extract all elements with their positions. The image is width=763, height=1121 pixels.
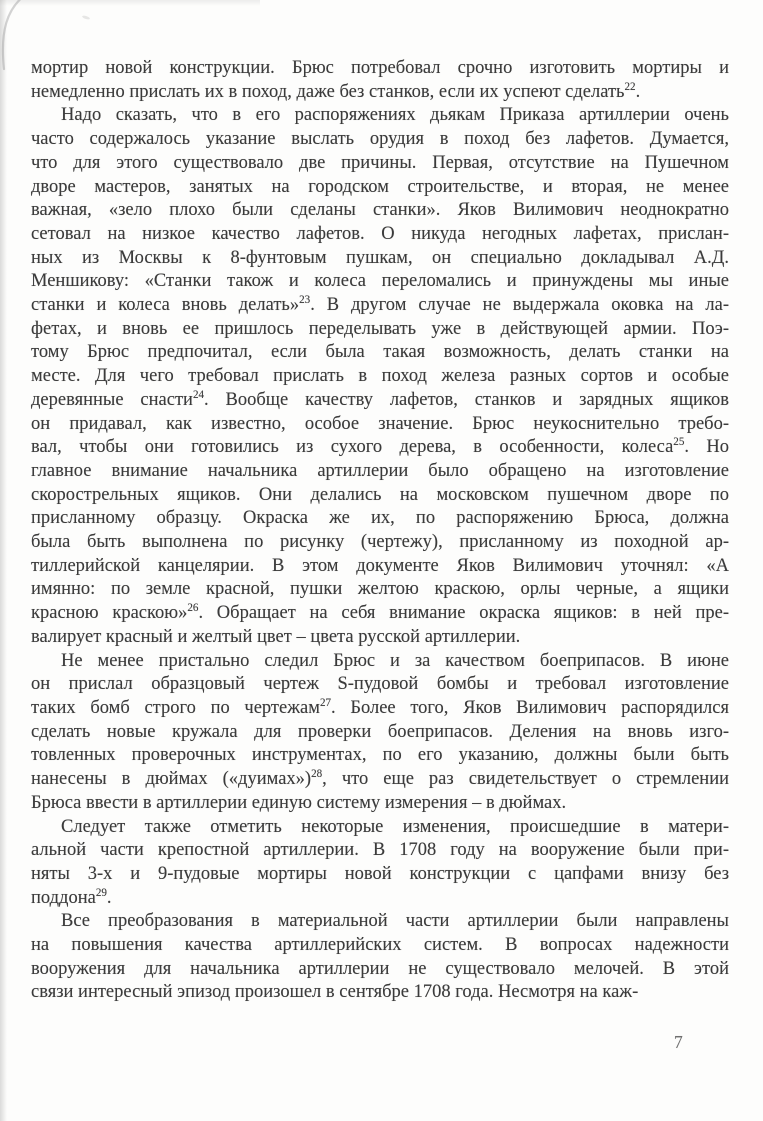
text-line: на повышения качества артиллерийских систем. В вопросах надежности	[31, 935, 729, 956]
paragraph	[31, 650, 729, 816]
text-line: вал, чтобы они готовились из сухого дерева, в особенности, колеса$^{25}$. Но	[31, 436, 729, 458]
text-line: немедленно прислать их в поход, даже без станков, если их успеют сделать$^{22}$.	[31, 80, 641, 102]
scan-edge-shadow	[0, 0, 7, 1121]
text-line: сделать новые кружала для проверки боеприпасов. Деления на вновь изго-	[31, 721, 729, 742]
text-line: Надо сказать, что в его распоряжениях дьякам Приказа артиллерии очень	[61, 105, 729, 126]
page-number: 7	[674, 1032, 683, 1052]
text-line: присланному образцу. Окраска же их, по распоряжению Брюса, должна	[31, 508, 729, 529]
text-line: станки и колеса вновь делать»$^{23}$. В другом случае не выдержала оковка на ла-	[31, 293, 730, 316]
text-line: связи интересный эпизод произошел в сентябре 1708 года. Несмотря на каж-	[31, 982, 639, 1003]
text-line: скорострельных ящиков. Они делались на московском пушечном дворе по	[31, 484, 729, 505]
text-line: вооружения для начальника артиллерии не существовало мелочей. В этой	[31, 958, 729, 979]
footnote-ref: 22	[624, 80, 636, 93]
footnote-ref: 27	[319, 696, 332, 709]
text-line: он прислал образцовый чертеж S-пудовой бомбы и требовал изготовление	[31, 674, 729, 695]
text-line: товленных проверочных инструментах, по его указанию, должны были быть	[31, 745, 729, 766]
text-line: альной части крепостной артиллерии. В 1708 году на вооружение были при-	[31, 840, 729, 861]
text-line: Меншикову: «Станки також и колеса переломались и принуждены мы иные	[31, 271, 729, 292]
text-line: часто содержалось указание выслать орудия в поход без лафетов. Думается,	[31, 129, 729, 150]
text-line: мортир новой конструкции. Брюс потребовал срочно изготовить мортиры и	[31, 58, 729, 78]
text-line: таких бомб строго по чертежам$^{27}$. Более того, Яков Вилимович распорядился	[31, 696, 729, 718]
text-line: была быть выполнена по рисунку (чертежу), присланному из походной ар-	[31, 532, 729, 553]
footnote-ref: 23	[299, 293, 311, 306]
text-line: ных из Москвы к 8-фунтовым пушкам, он специально докладывал А.Д.	[31, 247, 729, 268]
footnote-ref: 29	[95, 886, 107, 899]
text-line: Брюса ввести в артиллерии единую систему измерения – в дюймах.	[31, 792, 567, 813]
scan-top-shadow	[0, 0, 260, 6]
text-line: что для этого существовало две причины. Первая, отсутствие на Пушечном	[31, 152, 729, 173]
paragraph	[31, 910, 729, 1005]
text-line: главное внимание начальника артиллерии было обращено на изготовление	[31, 460, 729, 481]
text-line: фетах, и вновь ее пришлось переделывать уже в действующей армии. Поэ-	[31, 318, 729, 339]
text-line: красною краскою»$^{26}$. Обращает на себя внимание окраска ящиков: в ней пре-	[31, 602, 729, 624]
text-line: сетовал на низкое качество лафетов. О никуда негодных лафетах, прислан-	[31, 223, 729, 244]
text-line: дворе мастеров, занятых на городском строительстве, и вторая, не менее	[31, 176, 729, 197]
footnote-ref: 25	[673, 436, 685, 449]
text-line: Следует также отметить некоторые изменения, происшедшие в матери-	[61, 816, 729, 837]
text-line: валирует красный и желтый цвет – цвета русской артиллерии.	[31, 626, 521, 647]
footnote-ref: 26	[187, 602, 199, 615]
text-line: важная, «зело плохо были сделаны станки». Яков Вилимович неоднократно	[31, 200, 729, 221]
footnote-ref: 28	[311, 767, 323, 780]
paragraph	[31, 104, 729, 649]
text-line: месте. Для чего требовал прислать в поход железа разных сортов и особые	[31, 366, 729, 387]
text-line: поддона$^{29}$.	[31, 886, 112, 908]
text-line: имянно: по земле красной, пушки желтою краскою, орлы черные, а ящики	[31, 579, 729, 600]
text-line: Все преобразования в материальной части артиллерии были направлены	[61, 911, 729, 932]
text-line: няты 3-х и 9-пудовые мортиры новой конструкции с цапфами внизу без	[31, 863, 729, 884]
scan-smudge	[82, 15, 91, 20]
footnote-ref: 24	[192, 388, 205, 401]
text-line: тому Брюс предпочитал, если была такая возможность, делать станки на	[31, 342, 729, 363]
text-line: он придавал, как известно, особое значение. Брюс неукоснительно требо-	[31, 413, 729, 434]
paragraph	[31, 816, 729, 911]
text-line: Не менее пристально следил Брюс и за качеством боеприпасов. В июне	[61, 650, 729, 671]
text-block	[31, 57, 729, 1005]
paragraph	[31, 57, 729, 104]
text-line: нанесены в дюймах («дуимах»)$^{28}$, что еще раз свидетельствует о стремлении	[31, 767, 729, 790]
text-line: тиллерийской канцелярии. В этом документе Яков Вилимович уточнял: «А	[31, 555, 729, 576]
text-line: деревянные снасти$^{24}$. Вообще качеству лафетов, станков и зарядных ящиков	[31, 388, 729, 410]
